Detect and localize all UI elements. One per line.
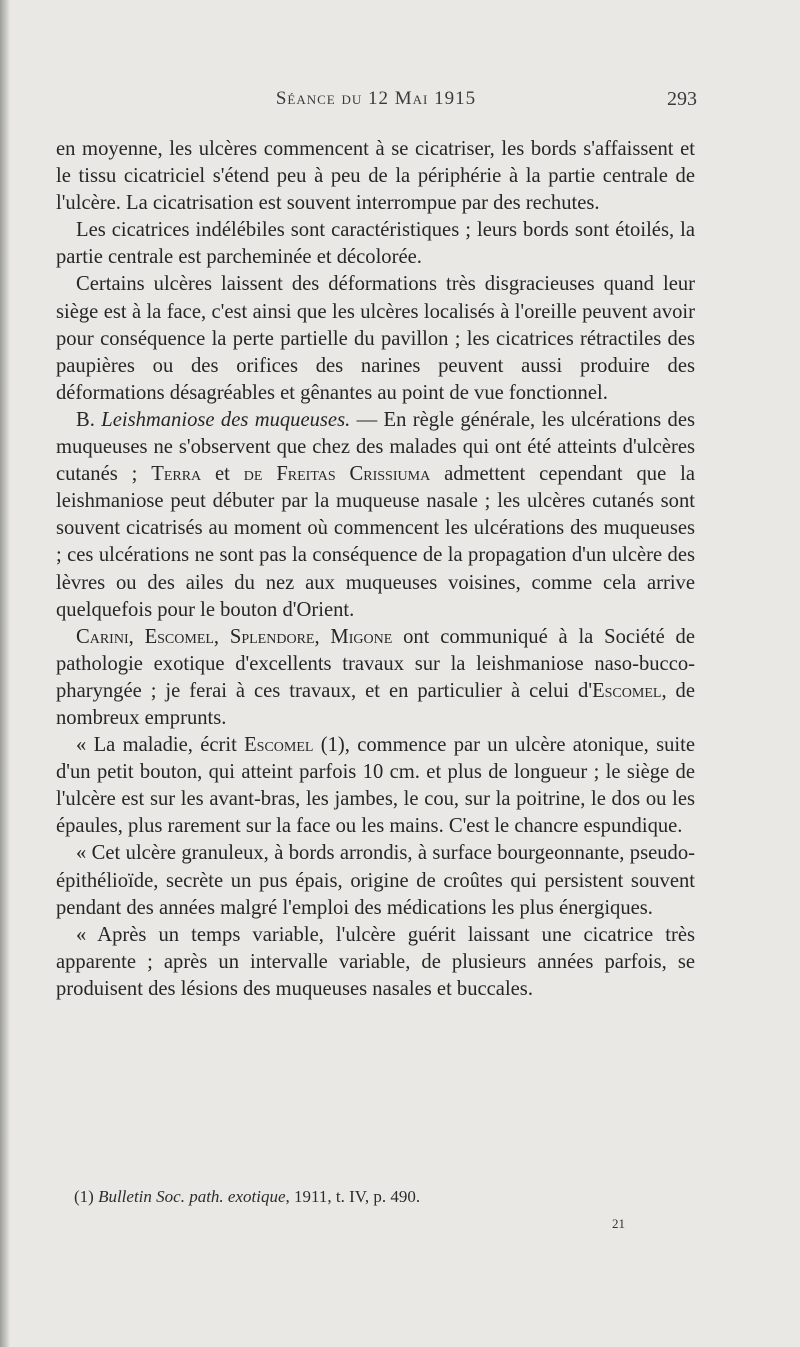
paragraph-6-text-a: « La maladie, écrit — [76, 734, 245, 757]
footnote — [74, 1187, 674, 1207]
footnote-marker: (1) — [74, 1187, 99, 1206]
paragraph-1: en moyenne, les ulcères commencent à se cicatriser, les bords s'affaissent et le tissu cicatriciel s'étend peu à peu de la périphérie à la partie centrale de l'ulcère. La cicatrisation est souvent interrompue par des rechutes. — [56, 138, 695, 215]
paragraph-4-et: et — [201, 463, 244, 486]
paragraph-3: Certains ulcères laissent des déformations très disgracieuses quand leur siège est à la face, c'est ainsi que les ulcères localisés à l'oreille peuvent avoir pour conséquence la perte partielle du pavillon ; les cicatrices rétractiles des paupières ou des orifices des narines peuvent aussi produire des déformations désagréables et gênantes au point de vue fonctionnel. — [56, 273, 695, 404]
paragraph-6 — [56, 732, 695, 840]
paragraph-5-text-b: , de nombreux emprunts. — [56, 679, 695, 729]
paragraph-4 — [56, 407, 695, 624]
paragraph-6-text-b: (1), commence par un ulcère atonique, suite d'un petit bouton, qui atteint parfois 10 cm. et plus de longueur ; le siège de l'ulcère est sur les avant-bras, les jambes, le cou, sur la poitrine, le dos ou les épaules, plus rarement sur la face ou les mains. C'est le chancre espundique. — [56, 734, 695, 838]
body-text — [56, 136, 695, 1003]
author-list: Carini, Escomel, Splendore, Migone — [76, 625, 393, 648]
author-name: de Freitas Crissiuma — [243, 463, 431, 486]
paragraph-7: « Cet ulcère granuleux, à bords arrondis, à surface bourgeonnante, pseudo-épithélioïde, secrète un pus épais, origine de croûtes qui persistent souvent pendant des années malgré l'emploi des médications les plus énergiques. — [56, 842, 695, 919]
paragraph-2: Les cicatrices indélébiles sont caractéristiques ; leurs bords sont étoilés, la partie centrale est parcheminée et décolorée. — [56, 219, 695, 269]
paragraph-4-text-b: admettent cependant que la leishmaniose peut débuter par la muqueuse nasale ; les ulcères cutanés sont souvent cicatrisés au moment où commencent les ulcérations des muqueuses ; ces ulcérations ne sont pas la conséquence de la propagation d'un ulcère des lèvres ou des ailes du nez aux muqueuses voisines, comme cela arrive quelquefois pour le bouton d'Orient. — [56, 463, 695, 621]
author-name: Terra — [151, 463, 202, 486]
footnote-details: , 1911, t. IV, p. 490. — [285, 1187, 421, 1206]
section-title: Leishmaniose des muqueuses. — [101, 408, 351, 431]
footnote-source: Bulletin Soc. path. exotique — [98, 1187, 286, 1206]
signature-mark: 21 — [612, 1216, 625, 1231]
paragraph-4-text-a: — En règle générale, les ulcérations des muqueuses ne s'observent que chez des malades qui ont été atteints d'ulcères cutanés ; — [56, 408, 695, 486]
section-letter: B. — [76, 408, 95, 431]
page-number: 293 — [667, 88, 697, 110]
paragraph-8: « Après un temps variable, l'ulcère guérit laissant une cicatrice très apparente ; après un intervalle variable, de plusieurs années parfois, se produisent des lésions des muqueuses nasales et buccales. — [56, 923, 695, 1000]
page-header — [56, 88, 696, 118]
author-name: Escomel — [592, 679, 662, 702]
page-edge-shadow — [0, 0, 10, 1347]
paragraph-5 — [56, 624, 695, 732]
paragraph-5-text-a: ont communiqué à la Société de pathologie exotique d'excellents travaux sur la leishmaniose naso-bucco-pharyngée ; je ferai à ces travaux, et en particulier à celui d' — [56, 625, 695, 702]
author-name: Escomel — [244, 734, 314, 757]
running-title: Séance du 12 Mai 1915 — [275, 88, 477, 109]
